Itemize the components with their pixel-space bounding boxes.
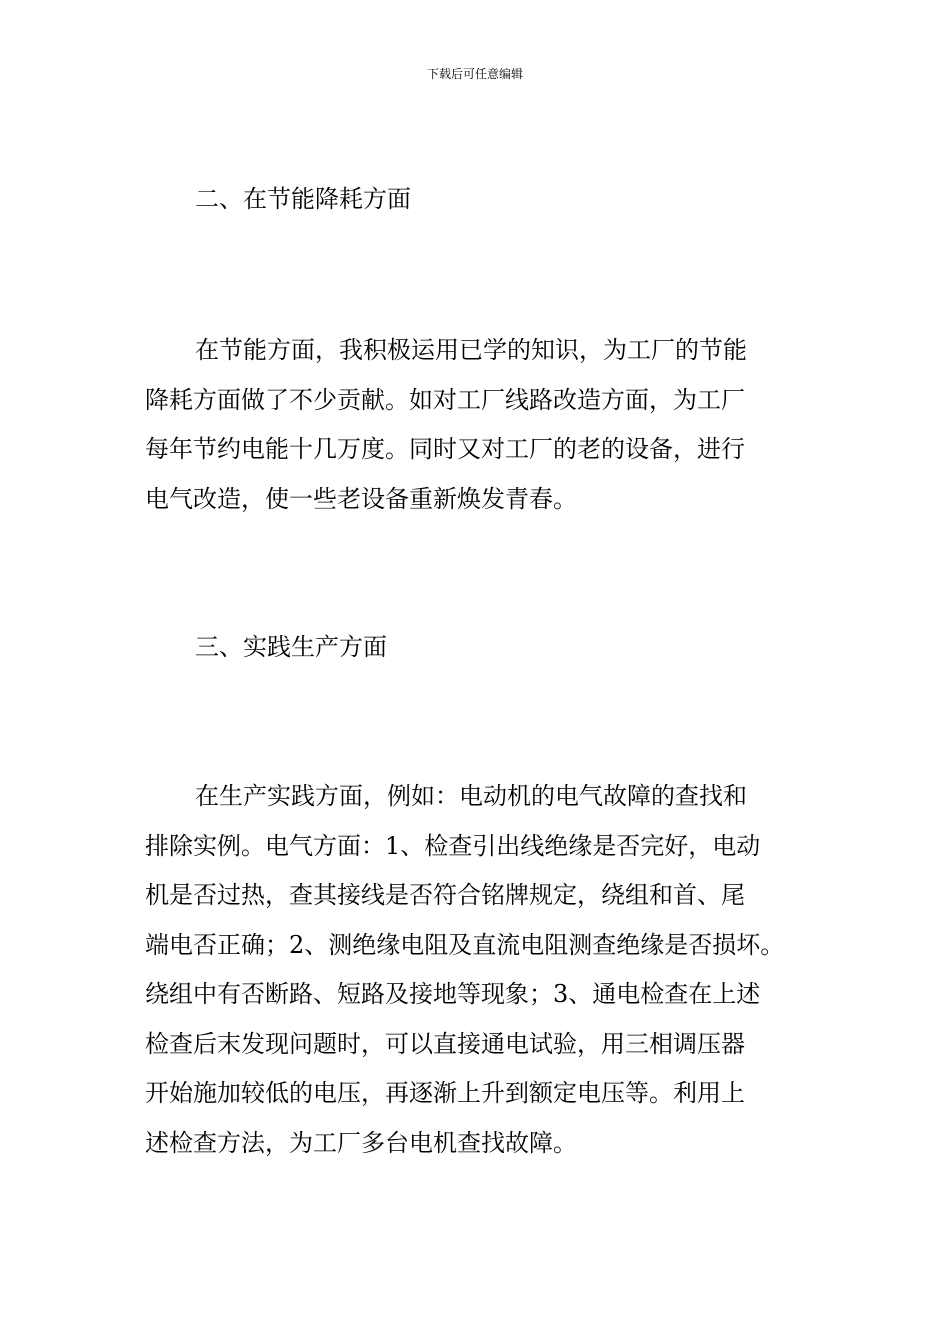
paragraph-line: 排除实例。电气方面：1、检查引出线绝缘是否完好，电动 [145,831,761,860]
paragraph-line: 降耗方面做了不少贡献。如对工厂线路改造方面，为工厂 [145,385,745,414]
paragraph-production-practice [145,772,825,1168]
section-heading-production-practice: 三、实践生产方面 [195,633,387,661]
paragraph-line: 每年节约电能十几万度。同时又对工厂的老的设备，进行 [145,435,745,463]
paragraph-line: 检查后末发现问题时，可以直接通电试验，用三相调压器 [145,1029,745,1058]
section-heading-energy-saving: 二、在节能降耗方面 [195,185,411,213]
paragraph-line: 开始施加较低的电压，再逐渐上升到额定电压等。利用上 [145,1079,745,1107]
paragraph-line: 端电否正确；2、测绝缘电阻及直流电阻测查绝缘是否损坏。 [145,930,785,959]
paragraph-line: 电气改造，使一些老设备重新焕发青春。 [145,484,577,513]
paragraph-energy-saving [145,326,825,524]
page-header-note: 下载后可任意编辑 [426,67,523,81]
paragraph-line: 绕组中有否断路、短路及接地等现象；3、通电检查在上述 [145,980,761,1008]
paragraph-line: 在生产实践方面，例如：电动机的电气故障的查找和 [195,782,747,810]
paragraph-line: 机是否过热，查其接线是否符合铭牌规定，绕组和首、尾 [145,881,745,909]
paragraph-line: 述检查方法，为工厂多台电机查找故障。 [145,1128,577,1157]
paragraph-line: 在节能方面，我积极运用已学的知识，为工厂的节能 [195,336,747,364]
